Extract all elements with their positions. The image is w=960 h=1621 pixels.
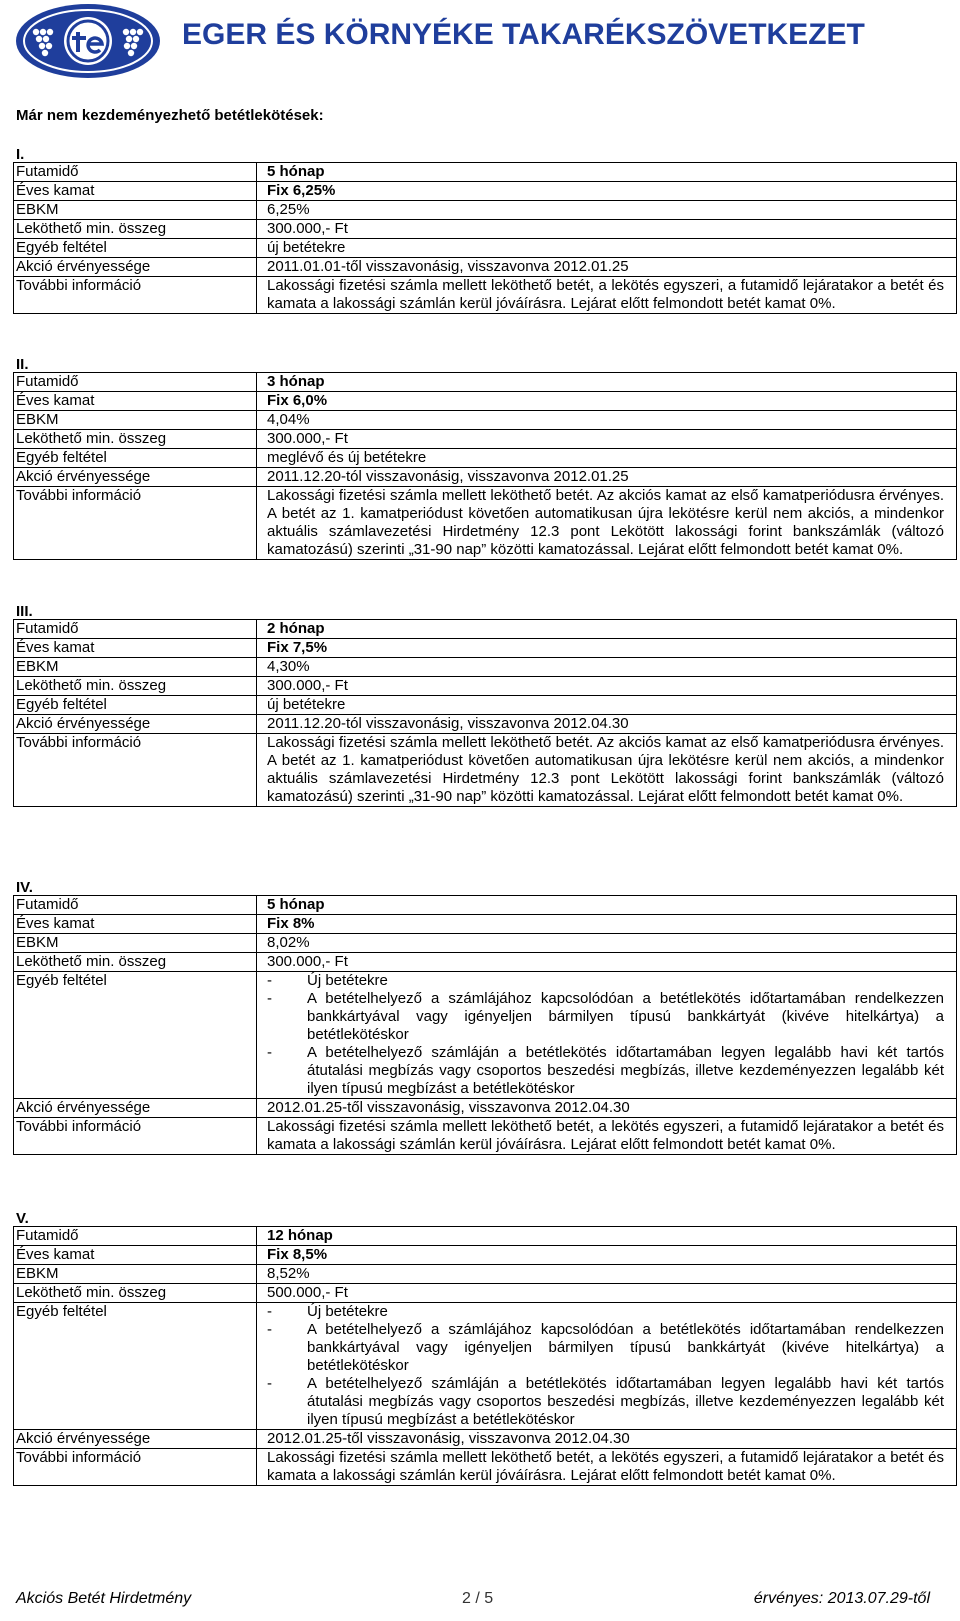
interest-rate-value: Fix 6,0% xyxy=(257,392,957,411)
min-amount-value: 300.000,- Ft xyxy=(257,430,957,449)
table-row xyxy=(14,1284,957,1303)
page-number: 2 / 5 xyxy=(462,1590,494,1607)
term-value: 2 hónap xyxy=(257,620,957,639)
page-footer xyxy=(0,1590,960,1614)
table-row xyxy=(14,487,957,560)
condition-text: Új betétekre xyxy=(307,1303,388,1320)
deposit-table xyxy=(13,162,957,314)
table-row xyxy=(14,1246,957,1265)
row-label: Futamidő xyxy=(14,1227,257,1246)
table-row xyxy=(14,915,957,934)
table-row xyxy=(14,934,957,953)
other-condition-value: új betétekre xyxy=(257,696,957,715)
condition-list xyxy=(267,1303,944,1429)
table-row xyxy=(14,677,957,696)
row-label: Egyéb feltétel xyxy=(14,696,257,715)
section-numeral: I. xyxy=(16,146,25,163)
row-label: Éves kamat xyxy=(14,182,257,201)
deposit-table xyxy=(13,895,957,1155)
row-label: EBKM xyxy=(14,934,257,953)
condition-list xyxy=(267,972,944,1098)
row-label: Éves kamat xyxy=(14,392,257,411)
interest-rate-value: Fix 6,25% xyxy=(257,182,957,201)
table-row xyxy=(14,715,957,734)
table-row xyxy=(14,277,957,314)
table-row xyxy=(14,163,957,182)
other-condition-value: új betétekre xyxy=(257,239,957,258)
page-heading: Már nem kezdeményezhető betétlekötések: xyxy=(16,107,324,124)
table-row xyxy=(14,696,957,715)
list-item: - A betételhelyező a számlájához kapcsolódóan a betétlekötés időtartamában rendelkezzen bankkártyával vagy igényeljen bármilyen típusú bankkártyát (kivéve hitelkártya) a betétlekötéskor xyxy=(267,990,944,1043)
table-row xyxy=(14,201,957,220)
min-amount-value: 300.000,- Ft xyxy=(257,953,957,972)
list-item: - A betételhelyező számláján a betétlekötés időtartamában legyen legalább havi két tartós átutalási megbízás vagy csoportos beszedési megbízás, illetve kezdeményezzen legalább két ilyen típusú megbízást a betétlekötéskor xyxy=(267,1044,944,1097)
table-row xyxy=(14,1430,957,1449)
ebkm-value: 6,25% xyxy=(257,201,957,220)
table-row xyxy=(14,373,957,392)
table-row xyxy=(14,182,957,201)
validity-date: érvényes: 2013.07.29-től xyxy=(753,1590,930,1607)
min-amount-value: 300.000,- Ft xyxy=(257,677,957,696)
promo-validity-value: 2011.12.20-tól visszavonásig, visszavonva 2012.04.30 xyxy=(257,715,957,734)
page-header xyxy=(0,0,960,80)
row-label: További információ xyxy=(14,1118,257,1155)
interest-rate-value: Fix 8% xyxy=(257,915,957,934)
further-info-value: Lakossági fizetési számla mellett leköthető betét. Az akciós kamat az első kamatperiódusra érvényes. A betét az 1. kamatperiódust követően automatikusan újra lekötésre kerül nem akciós, a mindenkor aktuális számlavezetési Hirdetmény 12.3 pont Lekötött lakossági forint bankszámlák (változó kamatozású) szerinti „31-90 nap” közötti kamatozással. Lejárat előtt felmondott betét kamat 0%. xyxy=(257,734,957,807)
table-row xyxy=(14,468,957,487)
term-value: 5 hónap xyxy=(257,163,957,182)
table-row xyxy=(14,896,957,915)
table-row xyxy=(14,620,957,639)
table-row xyxy=(14,411,957,430)
table-row xyxy=(14,1099,957,1118)
deposit-table xyxy=(13,372,957,560)
row-label: További információ xyxy=(14,487,257,560)
row-label: Egyéb feltétel xyxy=(14,239,257,258)
row-label: Egyéb feltétel xyxy=(14,449,257,468)
row-label: Egyéb feltétel xyxy=(14,1303,257,1430)
table-row xyxy=(14,392,957,411)
interest-rate-value: Fix 7,5% xyxy=(257,639,957,658)
ebkm-value: 4,04% xyxy=(257,411,957,430)
min-amount-value: 500.000,- Ft xyxy=(257,1284,957,1303)
row-label: Akció érvényessége xyxy=(14,1430,257,1449)
row-label: Akció érvényessége xyxy=(14,1099,257,1118)
row-label: Leköthető min. összeg xyxy=(14,953,257,972)
row-label: Leköthető min. összeg xyxy=(14,430,257,449)
promo-validity-value: 2011.12.20-tól visszavonásig, visszavonva 2012.01.25 xyxy=(257,468,957,487)
te-bank-logo-icon xyxy=(14,2,162,80)
list-item: - A betételhelyező számláján a betétlekötés időtartamában legyen legalább havi két tartós átutalási megbízás vagy csoportos beszedési megbízás, illetve kezdeményezzen legalább két ilyen típusú megbízást a betétlekötéskor xyxy=(267,1375,944,1428)
list-item: - A betételhelyező a számlájához kapcsolódóan a betétlekötés időtartamában rendelkezzen bankkártyával vagy igényeljen bármilyen típusú bankkártyát (kivéve hitelkártya) a betétlekötéskor xyxy=(267,1321,944,1374)
promo-validity-value: 2012.01.25-től visszavonásig, visszavonva 2012.04.30 xyxy=(257,1430,957,1449)
row-label: Akció érvényessége xyxy=(14,468,257,487)
row-label: Éves kamat xyxy=(14,915,257,934)
row-label: EBKM xyxy=(14,1265,257,1284)
condition-text: A betételhelyező a számlájához kapcsolódóan a betétlekötés időtartamában rendelkezzen bankkártyával vagy igényeljen bármilyen típusú bankkártyát (kivéve hitelkártya) a betétlekötéskor xyxy=(307,990,944,1043)
table-row xyxy=(14,1227,957,1246)
row-label: Egyéb feltétel xyxy=(14,972,257,1099)
row-label: További információ xyxy=(14,1449,257,1486)
further-info-value: Lakossági fizetési számla mellett leköthető betét. Az akciós kamat az első kamatperiódusra érvényes. A betét az 1. kamatperiódust követően automatikusan újra lekötésre kerül nem akciós, a mindenkor aktuális számlavezetési Hirdetmény 12.3 pont Lekötött lakossági forint bankszámlák (változó kamatozású) szerinti „31-90 nap” közötti kamatozással. Lejárat előtt felmondott betét kamat 0%. xyxy=(257,487,957,560)
condition-text: A betételhelyező számláján a betétlekötés időtartamában legyen legalább havi két tartós átutalási megbízás vagy csoportos beszedési megbízás, illetve kezdeményezzen legalább két ilyen típusú megbízást a betétlekötéskor xyxy=(307,1375,944,1428)
table-row xyxy=(14,220,957,239)
further-info-value: Lakossági fizetési számla mellett leköthető betét, a lekötés egyszeri, a futamidő lejáratakor a betét és kamata a lakossági számlán kerül jóváírásra. Lejárat előtt felmondott betét kamat 0%. xyxy=(257,277,957,314)
document-title: Akciós Betét Hirdetmény xyxy=(16,1590,192,1607)
deposit-table xyxy=(13,619,957,807)
section-numeral: V. xyxy=(16,1210,29,1227)
list-item: - Új betétekre xyxy=(267,1303,388,1320)
table-row xyxy=(14,258,957,277)
organization-name: EGER ÉS KÖRNYÉKE TAKARÉKSZÖVETKEZET xyxy=(182,18,865,51)
row-label: Leköthető min. összeg xyxy=(14,220,257,239)
promo-validity-value: 2011.01.01-től visszavonásig, visszavonva 2012.01.25 xyxy=(257,258,957,277)
row-label: Akció érvényessége xyxy=(14,715,257,734)
condition-text: A betételhelyező a számlájához kapcsolódóan a betétlekötés időtartamában rendelkezzen bankkártyával vagy igényeljen bármilyen típusú bankkártyát (kivéve hitelkártya) a betétlekötéskor xyxy=(307,1321,944,1374)
table-row xyxy=(14,239,957,258)
row-label: Éves kamat xyxy=(14,639,257,658)
row-label: Futamidő xyxy=(14,373,257,392)
row-label: Akció érvényessége xyxy=(14,258,257,277)
promo-validity-value: 2012.01.25-től visszavonásig, visszavonva 2012.04.30 xyxy=(257,1099,957,1118)
ebkm-value: 8,02% xyxy=(257,934,957,953)
table-row xyxy=(14,430,957,449)
row-label: Futamidő xyxy=(14,163,257,182)
table-row xyxy=(14,734,957,807)
row-label: EBKM xyxy=(14,411,257,430)
table-row xyxy=(14,449,957,468)
other-condition-value xyxy=(257,1303,957,1430)
row-label: További információ xyxy=(14,734,257,807)
table-row xyxy=(14,972,957,1099)
deposit-table xyxy=(13,1226,957,1486)
section-numeral: IV. xyxy=(16,879,33,896)
ebkm-value: 4,30% xyxy=(257,658,957,677)
further-info-value: Lakossági fizetési számla mellett leköthető betét, a lekötés egyszeri, a futamidő lejáratakor a betét és kamata a lakossági számlán kerül jóváírásra. Lejárat előtt felmondott betét kamat 0%. xyxy=(257,1118,957,1155)
term-value: 3 hónap xyxy=(257,373,957,392)
table-row xyxy=(14,1118,957,1155)
row-label: Leköthető min. összeg xyxy=(14,677,257,696)
row-label: EBKM xyxy=(14,201,257,220)
row-label: Éves kamat xyxy=(14,1246,257,1265)
table-row xyxy=(14,1449,957,1486)
further-info-value: Lakossági fizetési számla mellett leköthető betét, a lekötés egyszeri, a futamidő lejáratakor a betét és kamata a lakossági számlán kerül jóváírásra. Lejárat előtt felmondott betét kamat 0%. xyxy=(257,1449,957,1486)
table-row xyxy=(14,1303,957,1430)
table-row xyxy=(14,1265,957,1284)
term-value: 5 hónap xyxy=(257,896,957,915)
list-item: - Új betétekre xyxy=(267,972,388,989)
interest-rate-value: Fix 8,5% xyxy=(257,1246,957,1265)
table-row xyxy=(14,953,957,972)
min-amount-value: 300.000,- Ft xyxy=(257,220,957,239)
row-label: Leköthető min. összeg xyxy=(14,1284,257,1303)
condition-text: A betételhelyező számláján a betétlekötés időtartamában legyen legalább havi két tartós átutalási megbízás vagy csoportos beszedési megbízás, illetve kezdeményezzen legalább két ilyen típusú megbízást a betétlekötéskor xyxy=(307,1044,944,1097)
term-value: 12 hónap xyxy=(257,1227,957,1246)
section-numeral: III. xyxy=(16,603,33,620)
other-condition-value: meglévő és új betétekre xyxy=(257,449,957,468)
table-row xyxy=(14,658,957,677)
section-numeral: II. xyxy=(16,356,29,373)
ebkm-value: 8,52% xyxy=(257,1265,957,1284)
other-condition-value xyxy=(257,972,957,1099)
row-label: EBKM xyxy=(14,658,257,677)
table-row xyxy=(14,639,957,658)
row-label: Futamidő xyxy=(14,620,257,639)
condition-text: Új betétekre xyxy=(307,972,388,989)
row-label: További információ xyxy=(14,277,257,314)
row-label: Futamidő xyxy=(14,896,257,915)
